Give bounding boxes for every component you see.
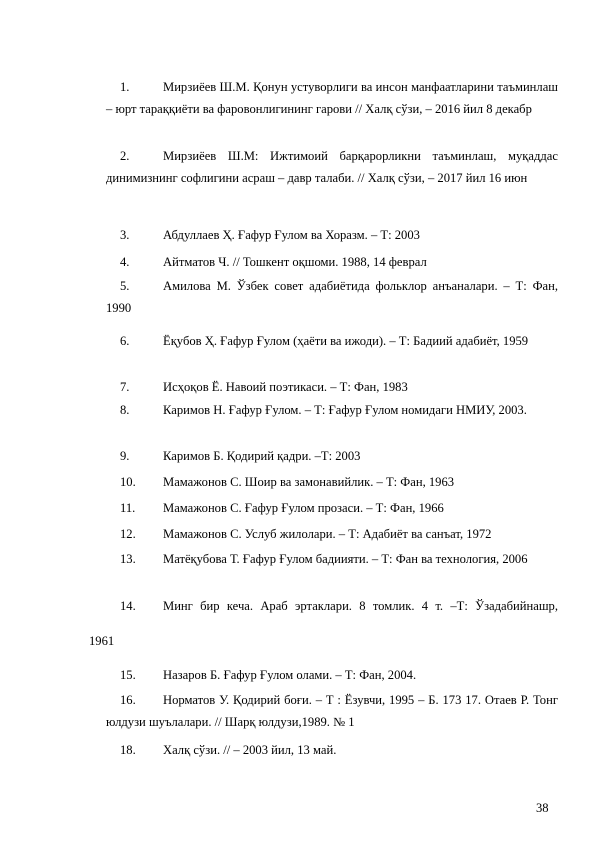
reference-text: Матёқубова Т. Ғафур Ғулом бадиияти. – Т: Фан ва технология, 2006 <box>163 552 528 566</box>
reference-text: Минг бир кеча. Араб эртаклари. 8 томлик. 4 т. –Т: Ўзадабийнашр, <box>163 599 558 613</box>
reference-item <box>106 224 558 246</box>
reference-text-continuation: 1961 <box>89 634 115 648</box>
reference-number: 16. <box>120 693 136 707</box>
reference-text: Айтматов Ч. // Тошкент оқшоми. 1988, 14 феврал <box>163 255 427 269</box>
reference-number: 12. <box>120 527 136 541</box>
reference-text: Мамажонов С. Ғафур Ғулом прозаси. – Т: Фан, 1966 <box>163 501 444 515</box>
reference-item <box>106 548 558 570</box>
reference-text: Каримов Н. Ғафур Ғулом. – Т: Ғафур Ғулом номидаги НМИУ, 2003. <box>163 403 527 417</box>
reference-number: 7. <box>120 380 130 394</box>
reference-item <box>106 739 558 761</box>
reference-text: Исҳоқов Ё. Навоий поэтикаси. – Т: Фан, 1983 <box>163 380 408 394</box>
reference-text: Мамажонов С. Услуб жилолари. – Т: Адабиёт ва санъат, 1972 <box>163 527 492 541</box>
reference-item <box>106 664 558 686</box>
reference-item <box>106 275 558 320</box>
reference-number: 2. <box>120 149 130 163</box>
reference-item <box>106 251 558 273</box>
reference-item <box>106 523 558 545</box>
reference-item <box>106 376 558 398</box>
reference-number: 18. <box>120 743 136 757</box>
reference-item <box>106 145 558 190</box>
reference-text: Мамажонов С. Шоир ва замонавийлик. – Т: Фан, 1963 <box>163 475 455 489</box>
reference-number: 14. <box>120 599 136 613</box>
reference-number: 4. <box>120 255 130 269</box>
reference-number: 1. <box>120 80 130 94</box>
reference-number: 15. <box>120 668 136 682</box>
reference-text: Амилова М. Ўзбек совет адабиётида фольклор анъаналари. – Т: Фан, 1990 <box>106 279 558 316</box>
reference-item <box>106 689 558 734</box>
page-number: 38 <box>536 801 549 815</box>
reference-item <box>106 595 558 617</box>
reference-text: Мирзиёев Ш.М. Қонун устуворлиги ва инсон манфаатларини таъминлаш – юрт тараққиёти ва фаровонлигининг гарови // Халқ сўзи, – 2016 йил 8 декабр <box>106 80 558 117</box>
reference-number: 11. <box>120 501 136 515</box>
reference-number: 10. <box>120 475 136 489</box>
reference-item <box>106 330 558 352</box>
reference-item <box>106 399 558 421</box>
reference-text: Абдуллаев Ҳ. Ғафур Ғулом ва Хоразм. – Т: 2003 <box>163 228 420 242</box>
reference-number: 5. <box>120 279 130 293</box>
reference-item <box>106 497 558 519</box>
reference-number: 13. <box>120 552 136 566</box>
reference-number: 6. <box>120 334 130 348</box>
reference-item <box>106 76 558 121</box>
reference-text: Мирзиёев Ш.М: Ижтимоий барқарорликни таъминлаш, муқаддас динимизнинг софлигини асраш – давр талаби. // Халқ сўзи, – 2017 йил 16 июн <box>106 149 558 186</box>
reference-text: Норматов У. Қодирий боғи. – Т : Ёзувчи, 1995 – Б. 173 17. Отаев Р. Тонг юлдузи шуълалари. // Шарқ юлдузи,1989. № 1 <box>106 693 558 730</box>
reference-number: 9. <box>120 449 130 463</box>
reference-text: Каримов Б. Қодирий қадри. –Т: 2003 <box>163 449 361 463</box>
reference-text: Халқ сўзи. // – 2003 йил, 13 май. <box>163 743 337 757</box>
reference-text: Назаров Б. Ғафур Ғулом олами. – Т: Фан, 2004. <box>163 668 417 682</box>
reference-number: 3. <box>120 228 130 242</box>
reference-number: 8. <box>120 403 130 417</box>
reference-item <box>106 445 558 467</box>
reference-text: Ёқубов Ҳ. Ғафур Ғулом (ҳаёти ва ижоди). – Т: Бадиий адабиёт, 1959 <box>163 334 529 348</box>
reference-item <box>106 471 558 493</box>
